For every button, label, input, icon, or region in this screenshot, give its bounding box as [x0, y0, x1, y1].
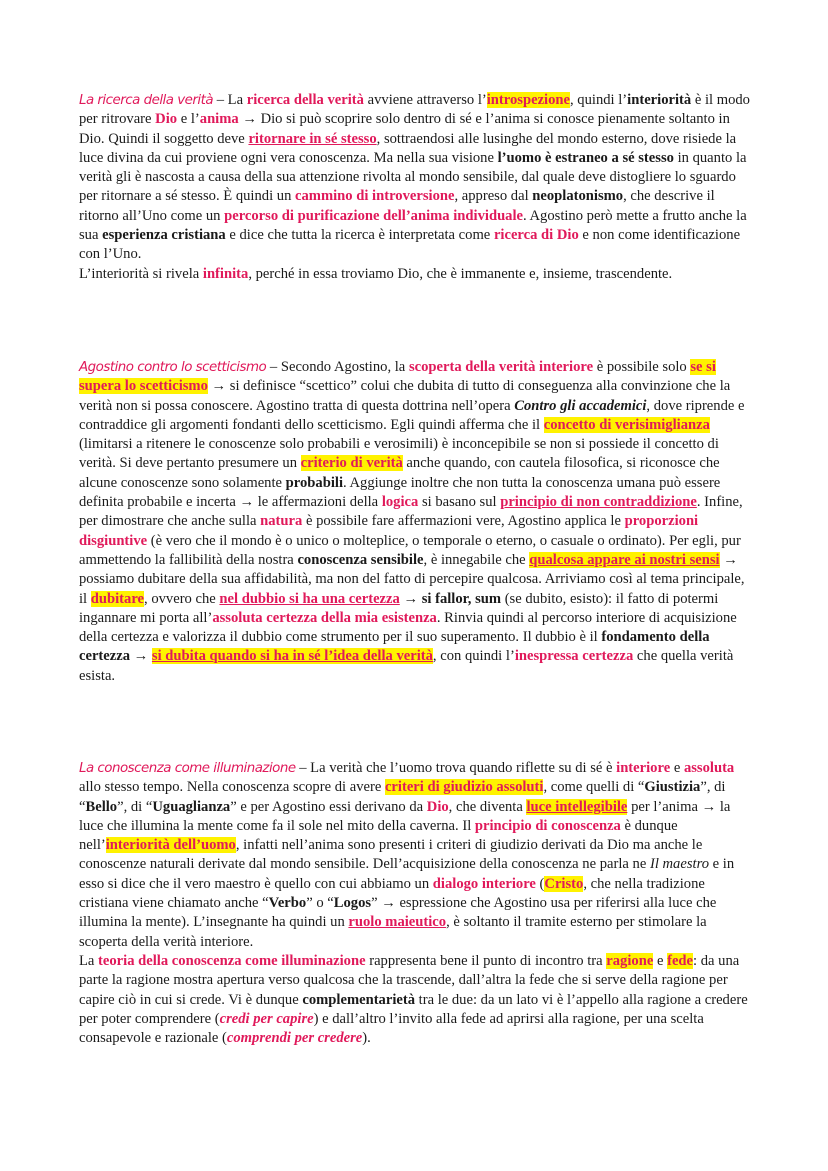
text-run: , che nella tradizione cristiana viene chiamato anche “ — [79, 875, 705, 912]
text-run: (se dubito, esisto): il fatto di potermi ingannare mi porta all’ — [79, 590, 719, 626]
text-run: , appreso dal — [454, 188, 533, 205]
keyword: infinita — [202, 265, 249, 282]
text-run: per l’anima → la luce che illumina la mente come fa il sole nel mito della caverna. Il — [79, 798, 731, 834]
text-run: e l’ — [177, 111, 200, 128]
text-run: → si definisce “scettico” colui che dubita di tutto di conseguenza alla convinzione che la verità non si possa conoscere. Agostino tratta di questa dottrina nell’opera — [79, 378, 731, 414]
highlighted-keyword: criteri di giudizio assoluti — [384, 779, 544, 796]
text-run: che quella verità esista. — [79, 648, 734, 684]
text-run: anche quando, con cautela filosofica, si riconosce che alcune conoscenze sono solamente — [79, 455, 720, 491]
keyword: proporzioni disgiuntive — [79, 513, 699, 549]
text-run: e — [653, 952, 668, 969]
keyword: assoluta certezza della mia esistenza — [212, 609, 437, 626]
text-run: , con quindi l’ — [432, 648, 515, 665]
text-run: ” → espressione che Agostino usa per riferirsi alla luce che illumina la mente). L’insegnante ha quindi un — [79, 895, 717, 931]
highlighted-keyword: luce intellegibile — [526, 798, 628, 815]
italic-keyword: credi per capire — [219, 1010, 314, 1027]
text-run: si basano sul — [418, 494, 501, 511]
text-run: (è vero che il mondo è o unico o molteplice, o temporale o eterno, o casuale o ordinato). Per egli, pur ammettendo la fallibilità della nostra — [79, 532, 741, 568]
text-run: , dove riprende e contraddice gli argomenti fondanti dello scetticismo. Egli quindi afferma che il — [79, 397, 745, 433]
text-run: , che descrive il ritorno all’Uno come un — [79, 188, 715, 224]
text-run: : da una parte la ragione mostra apertura verso qualcosa che la trascende, dall’altra la fede che si serve della ragione per capire ciò in cui si crede. Vi è dunque — [79, 952, 740, 1008]
highlighted-keyword: dubitare — [90, 590, 145, 607]
keyword: Dio — [155, 111, 178, 128]
text-run: ( — [535, 875, 545, 892]
text-run: L’interiorità si rivela — [79, 265, 203, 282]
text-run: (limitarsi a ritenere le conoscenze solo probabili e verosimili) è inconcepibile se non si possiede il concetto di verità. Si deve pertanto presumere un — [79, 436, 719, 472]
underlined-keyword: principio di non contraddizione — [500, 494, 697, 511]
keyword: cammino di introversione — [295, 188, 455, 205]
text-run: – La verità che l’uomo trova quando riflette su di sé è — [295, 760, 617, 776]
keyword: teoria della conoscenza come illuminazione — [98, 952, 366, 969]
highlighted-keyword: concetto di verisimiglianza — [543, 416, 710, 433]
keyword: assoluta — [683, 760, 735, 776]
paragraph — [79, 91, 751, 265]
highlighted-keyword: interiorità dell’uomo — [105, 837, 236, 854]
italic-keyword: comprendi per credere — [226, 1030, 363, 1047]
bold-term: Verbo — [268, 895, 307, 912]
bold-term: neoplatonismo — [532, 188, 624, 205]
keyword: logica — [381, 494, 419, 511]
keyword: ricerca di Dio — [493, 227, 579, 244]
section-ricerca-verita — [79, 91, 751, 284]
text-run: è il modo per ritrovare — [79, 92, 750, 128]
underlined-keyword: ruolo maieutico — [348, 914, 447, 931]
bold-term: fondamento della certezza → — [79, 629, 710, 665]
text-run: ” e per Agostino essi derivano da — [230, 798, 427, 815]
paragraph — [79, 265, 751, 284]
text-run: , che diventa — [448, 798, 527, 815]
bold-term: Uguaglianza — [152, 798, 231, 815]
highlighted-keyword: introspezione — [486, 92, 570, 108]
text-run: . Infine, per dimostrare che anche sulla — [79, 494, 743, 530]
section-heading: Agostino contro lo scetticismo — [79, 360, 267, 375]
text-run: avviene attraverso l’ — [363, 92, 487, 108]
highlighted-keyword: criterio di verità — [300, 455, 403, 472]
text-run: , ovvero che — [144, 590, 220, 607]
highlighted-keyword: qualcosa appare ai nostri sensi — [529, 551, 720, 568]
text-run: è possibile solo — [593, 359, 691, 375]
text-run: , quindi l’ — [570, 92, 628, 108]
text-run: . Rinvia quindi al percorso interiore di acquisizione della certezza e valorizza il dubbio come strumento per il suo superamento. Il dubbio è il — [79, 609, 737, 646]
text-run: . Agostino però mette a frutto anche la sua — [79, 207, 747, 244]
underlined-keyword: nel dubbio si ha una certezza — [219, 590, 400, 607]
paragraph — [79, 952, 751, 1048]
bold-term: complementarietà — [302, 991, 416, 1008]
text-run: tra le due: da un lato vi è l’appello alla ragione a credere per poter comprendere ( — [79, 991, 748, 1027]
keyword: inespressa certezza — [514, 648, 634, 665]
text-run: , perché in essa troviamo Dio, che è immanente e, insieme, trascendente. — [248, 265, 673, 282]
keyword: anima — [199, 111, 239, 128]
highlighted-keyword: Cristo — [544, 875, 584, 892]
keyword: scoperta della verità interiore — [408, 359, 594, 375]
text-run: allo stesso tempo. Nella conoscenza scopre di avere — [79, 779, 385, 796]
bold-term: Giustizia — [644, 779, 701, 796]
text-run: ). — [362, 1030, 371, 1047]
text-run: , come quelli di “ — [543, 779, 645, 796]
text-run: La — [79, 952, 99, 969]
text-run: , è innegabile che — [423, 551, 530, 568]
keyword: Dio — [426, 798, 449, 815]
highlighted-keyword: fede — [667, 952, 694, 969]
text-run: . Aggiunge inoltre che non tutta la conoscenza umana può essere definita probabile e incerta → le affermazioni della — [79, 474, 721, 511]
underlined-keyword: ritornare in sé stesso — [248, 130, 377, 147]
bold-term: si fallor, sum — [421, 590, 502, 607]
highlighted-keyword: ragione — [606, 952, 654, 969]
paragraph — [79, 358, 751, 686]
section-illuminazione — [79, 759, 751, 1048]
text-run: – La — [213, 92, 247, 108]
keyword: natura — [260, 513, 303, 530]
text-run: è possibile fare affermazioni vere, Agostino applica le — [302, 513, 625, 530]
text-run: , è soltanto il tramite esterno per stimolare la scoperta della verità interiore. — [79, 914, 707, 950]
paragraph — [79, 759, 751, 952]
highlighted-keyword: si dubita quando si ha in sé l’idea della verità — [151, 648, 433, 665]
bold-term: interiorità — [627, 92, 692, 108]
keyword: percorso di purificazione dell’anima individuale — [224, 207, 524, 224]
keyword: dialogo interiore — [432, 875, 536, 892]
keyword: principio di conoscenza — [474, 817, 621, 834]
text-run: → possiamo dubitare della sua affidabilità, ma non del fatto di percepire qualcosa. Arriviamo così al tema principale, il — [79, 551, 745, 607]
text-run: ” o “ — [306, 895, 334, 912]
keyword: interiore — [616, 760, 671, 776]
text-run: e in esso si dice che il vero maestro è quello con cui abbiamo un — [79, 856, 735, 892]
text-run: e non come identificazione con l’Uno. — [79, 227, 741, 263]
text-run: ”, di “ — [79, 779, 726, 815]
text-run: ”, di “ — [117, 798, 153, 815]
text-run: e dice che tutta la ricerca è interpretata come — [225, 227, 494, 244]
keyword: ricerca della verità — [246, 92, 364, 108]
section-heading: La conoscenza come illuminazione — [79, 761, 296, 776]
section-scetticismo — [79, 358, 751, 686]
text-run: rappresenta bene il punto di incontro tra — [365, 952, 607, 969]
text-run: ) e dall’altro l’invito alla fede ad aprirsi alla ragione, per una scelta consapevole e razionale ( — [79, 1010, 704, 1047]
bold-term: l’uomo è estraneo a sé stesso — [497, 149, 674, 166]
bold-term: esperienza cristiana — [102, 227, 226, 244]
bold-term: conoscenza sensibile — [297, 551, 424, 568]
bold-term: → — [399, 590, 422, 607]
bold-term: Logos — [333, 895, 372, 912]
text-run: , infatti nell’anima sono presenti i criteri di giudizio derivati da Dio ma anche le conoscenze naturali derivate dal mondo sensibile. Dell’acquisizione della conoscenza ne parla ne — [79, 837, 703, 873]
bold-term: Bello — [85, 798, 118, 815]
text-run: in quanto la verità gli è nascosta a causa della sua attenzione rivolta al mondo sensibile, dal quale deve distogliere lo sguardo per ritornare a sé stesso. È quindi un — [79, 149, 747, 205]
text-run: e — [670, 760, 684, 776]
book-title: Il maestro — [649, 856, 709, 873]
text-run: è dunque nell’ — [79, 817, 678, 854]
text-run: , sottraendosi alle lusinghe del mondo esterno, dove risiede la luce divina da cui proviene ogni vera conoscenza. Ma nella sua visione — [79, 130, 737, 166]
text-run: → Dio si può scoprire solo dentro di sé e l’anima si conosce pienamente soltanto in Dio. Quindi il soggetto deve — [79, 111, 730, 147]
highlighted-keyword: se si supera lo scetticismo — [79, 359, 716, 395]
section-heading: La ricerca della verità — [79, 93, 214, 108]
text-run: – Secondo Agostino, la — [266, 359, 409, 375]
book-title: Contro gli accademici — [514, 397, 647, 414]
bold-term: probabili — [285, 474, 343, 491]
